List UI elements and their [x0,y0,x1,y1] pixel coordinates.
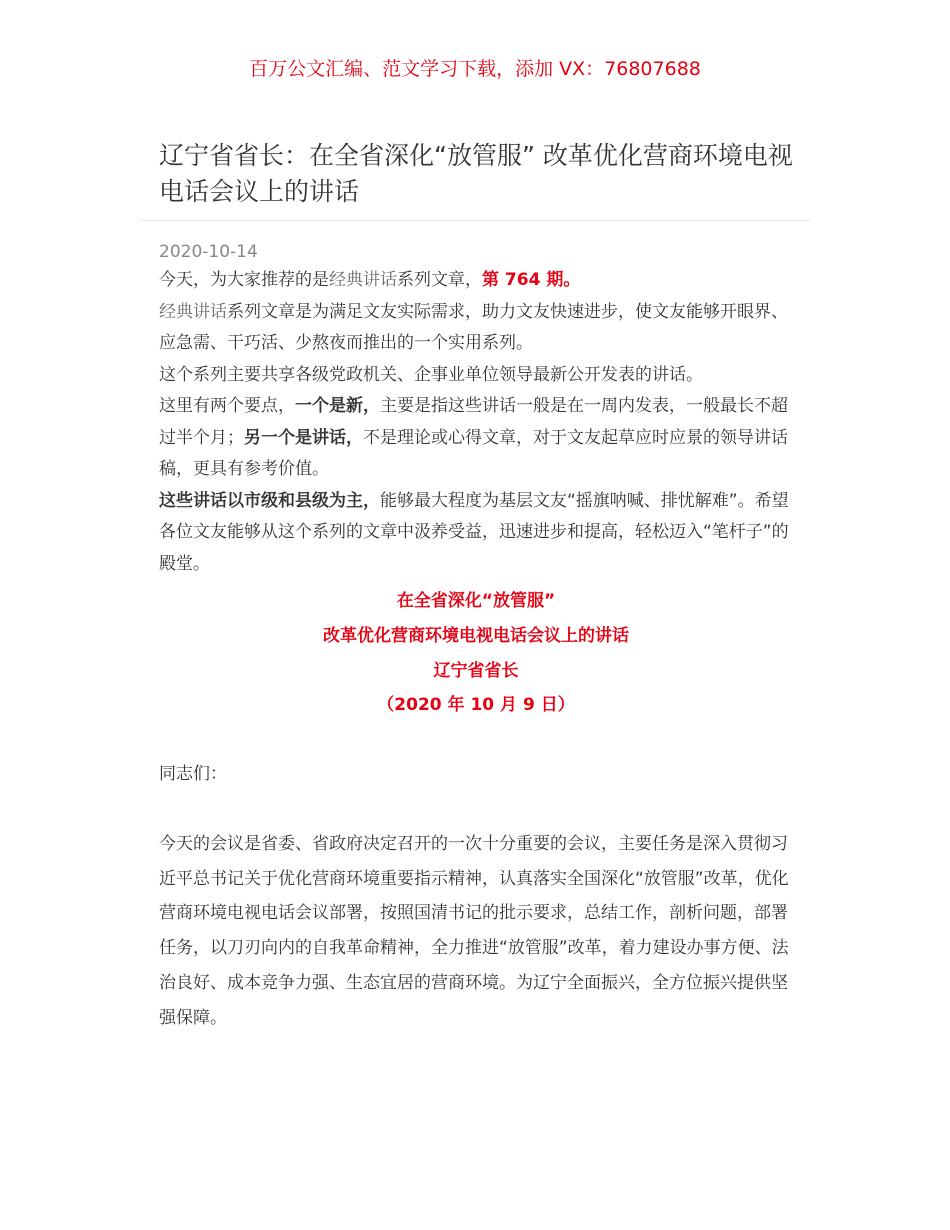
intro-text: 主要是指这些讲话一般是在一周内发表，一般最长不超过半个月； [159,396,788,448]
promo-banner: 百万公文汇编、范文学习下载，添加 VX：76807688 [249,58,701,80]
article-title: 辽宁省省长：在全省深化“放管服” 改革优化营商环境电视电话会议上的讲话 [159,141,793,206]
intro-text: 能够最大程度为基层文友“摇旗呐喊、排忧解难”。希望各位文友能够从这个系列的文章中汲养受益，迅速进步和提高，轻松迈入“笔杆子”的殿堂。 [159,490,789,574]
series-name: 经典讲话 [159,301,227,322]
key-point-new: 一个是新， [295,396,380,416]
intro-text: 这里有两个要点， [159,396,295,416]
speech-title-line-2: 改革优化营商环境电视电话会议上的讲话 [323,626,629,646]
intro-text: 系列文章， [397,270,482,290]
speech-title-line-1: 在全省深化“放管服” [396,591,556,611]
speech-speaker: 辽宁省省长 [433,661,519,681]
intro-paragraph-2 [159,297,793,360]
intro-section [159,265,793,580]
intro-paragraph-4 [159,391,793,486]
intro-paragraph-3: 这个系列主要共享各级党政机关、企事业单位领导最新公开发表的讲话。 [159,364,703,385]
speech-date: （2020 年 10 月 9 日） [377,695,575,715]
key-point-level: 这些讲话以市级和县级为主， [159,490,380,511]
intro-text: 不是理论或心得文章，对于文友起草应时应景的领导讲话稿，更具有参考价值。 [159,427,788,479]
title-divider [140,220,810,221]
intro-paragraph-5 [159,486,793,581]
speech-greeting: 同志们： [159,764,227,784]
intro-paragraph-1 [159,265,793,297]
speech-paragraph: 今天的会议是省委、省政府决定召开的一次十分重要的会议，主要任务是深入贯彻习近平总书记关于优化营商环境重要指示精神，认真落实全国深化“放管服”改革，优化营商环境电视电话会议部署，按照国清书记的批示要求，总结工作，剖析问题，部署任务，以刀刃向内的自我革命精神，全力推进“放管服”改革，着力建设办事方便、法治良好、成本竞争力强、生态宜居的营商环境。为辽宁全面振兴，全方位振兴提供坚强保障。 [159,834,789,1028]
series-name: 经典讲话 [329,270,397,290]
intro-text: 今天，为大家推荐的是 [159,270,329,290]
issue-number: 第 764 期。 [482,270,581,290]
key-point-speech: 另一个是讲话， [244,427,363,448]
intro-text: 系列文章是为满足文友实际需求，助力文友快速进步，使文友能够开眼界、应急需、干巧活、少熬夜而推出的一个实用系列。 [159,301,788,353]
article-date: 2020-10-14 [159,242,258,262]
